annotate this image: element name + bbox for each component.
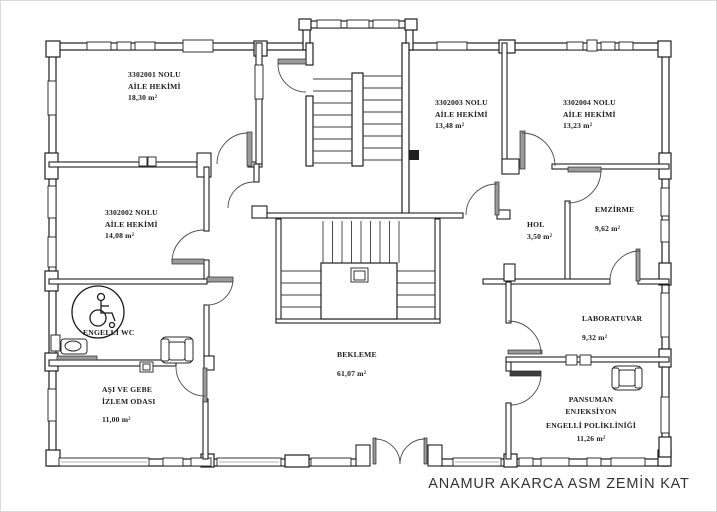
door-3302003 — [466, 182, 499, 215]
room-label-laboratuvar: LABORATUVAR 9,32 m² — [582, 314, 643, 342]
chair-pansuman — [612, 366, 642, 390]
door-3302004 — [520, 131, 555, 169]
room-label-asi-ve-gebe: AŞI VE GEBE İZLEM ODASI 11,00 m² — [102, 385, 156, 424]
door-emzirme — [568, 167, 601, 203]
room-label-3302001: 3302001 NOLU AİLE HEKİMİ 18,30 m² — [128, 70, 181, 102]
chair-waiting — [161, 337, 193, 363]
door-3302001 — [217, 132, 252, 166]
door-stairwell — [278, 59, 306, 92]
staircase-central — [276, 219, 440, 323]
room-label-3302002: 3302002 NOLU AİLE HEKİMİ 14,08 m² — [105, 208, 158, 240]
room-label-3302003: 3302003 NOLU AİLE HEKİMİ 13,48 m² — [435, 98, 488, 130]
entrance-double-door — [373, 438, 427, 464]
door-emzirme-lab — [610, 249, 640, 281]
room-label-hol: HOL 3,50 m² — [527, 220, 553, 241]
room-label-pansuman: PANSUMAN ENJEKSİYON ENGELLİ POLİKLİNİĞİ 11,26 m² — [545, 395, 637, 443]
plan-title: ANAMUR AKARCA ASM ZEMİN KAT — [428, 476, 690, 492]
staircase-top — [313, 73, 402, 166]
room-label-3302004: 3302004 NOLU AİLE HEKİMİ 13,23 m² — [563, 98, 616, 130]
room-label-engelli-wc: ENGELLİ WC — [83, 328, 135, 337]
room-label-emzirme: EMZİRME 9,62 m² — [595, 205, 635, 233]
room-label-bekleme: BEKLEME 61,07 m² — [337, 350, 377, 378]
wc-fixtures — [51, 286, 124, 360]
door-corridor — [228, 182, 254, 208]
door-3302002 — [172, 230, 204, 264]
door-laboratuvar — [508, 321, 542, 354]
wc-counter — [57, 356, 97, 360]
toilet-fixture — [51, 335, 87, 354]
wheelchair-icon — [90, 294, 115, 328]
door-engelli-wc — [207, 277, 233, 305]
door-asi-odasi — [176, 367, 207, 402]
elevator-shaft — [351, 268, 368, 282]
